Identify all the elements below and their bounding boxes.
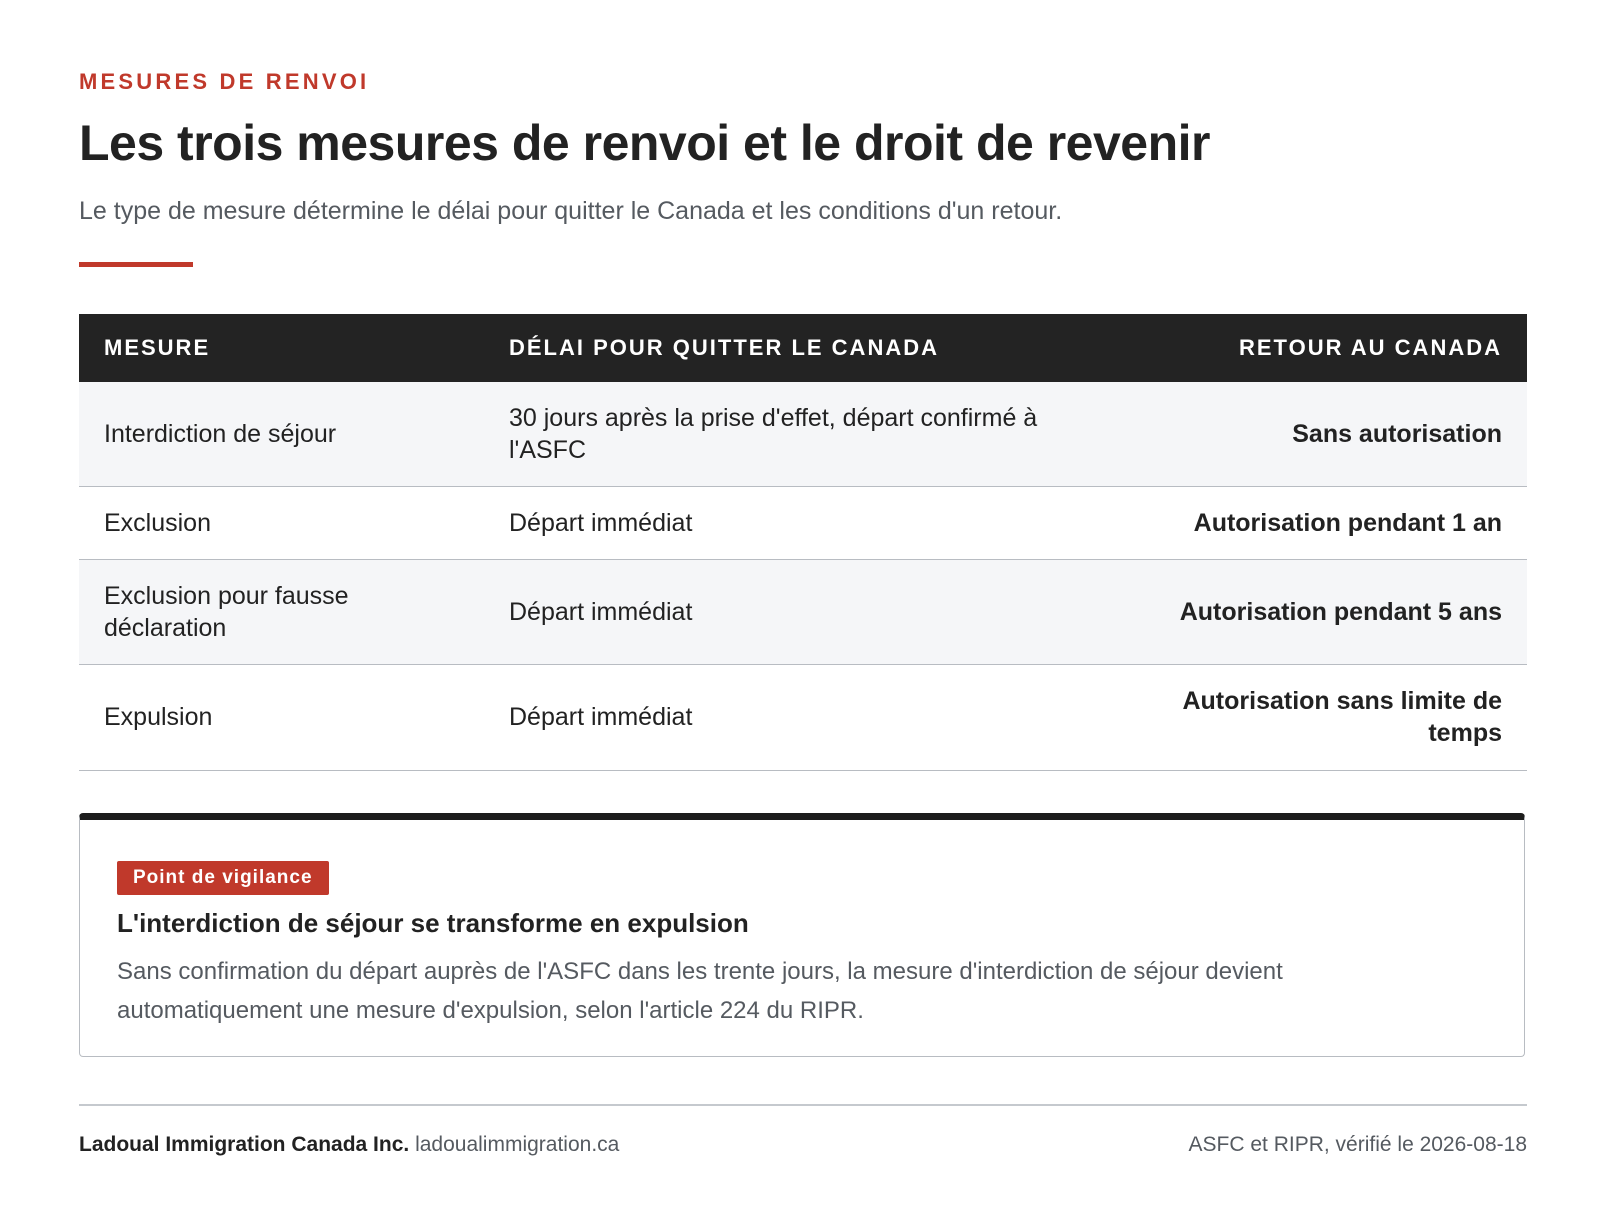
column-header-retour: RETOUR AU CANADA xyxy=(1239,335,1502,360)
cell-retour: Sans autorisation xyxy=(1044,382,1527,486)
page-subtitle: Le type de mesure détermine le délai pour quitter le Canada et les conditions d'un retour. xyxy=(79,197,1063,225)
cell-retour xyxy=(1044,664,1527,770)
cell-delai: Départ immédiat xyxy=(484,486,1044,559)
cell-retour: Autorisation pendant 5 ans xyxy=(1044,559,1527,664)
removal-measures-table xyxy=(79,314,1527,771)
cell-retour: Autorisation pendant 1 an xyxy=(1044,486,1527,559)
footer-website-link[interactable]: ladoualimmigration.ca xyxy=(415,1133,620,1156)
cell-delai: Départ immédiat xyxy=(484,559,1044,664)
table-row xyxy=(79,382,1527,486)
table-row xyxy=(79,559,1527,664)
cell-mesure: Expulsion xyxy=(79,664,484,770)
cell-delai: Départ immédiat xyxy=(484,664,1044,770)
cell-retour-text: Autorisation sans limite de temps xyxy=(1182,687,1502,747)
table-header-row xyxy=(79,314,1527,382)
cell-mesure xyxy=(79,559,484,664)
callout-title: L'interdiction de séjour se transforme en expulsion xyxy=(117,908,749,938)
footer-credit xyxy=(79,1133,619,1157)
column-header-delai: DÉLAI POUR QUITTER LE CANADA xyxy=(509,335,939,360)
column-header-mesure: MESURE xyxy=(104,335,211,360)
table-row xyxy=(79,664,1527,770)
page-title: Les trois mesures de renvoi et le droit de revenir xyxy=(79,115,1210,171)
cell-mesure-text: Exclusion pour fausse déclaration xyxy=(104,581,349,642)
footer-divider xyxy=(79,1104,1527,1106)
cell-mesure: Exclusion xyxy=(79,486,484,559)
vigilance-badge: Point de vigilance xyxy=(117,861,329,895)
accent-divider xyxy=(79,262,193,267)
cell-delai xyxy=(484,382,1044,486)
callout-body: Sans confirmation du départ auprès de l'ASFC dans les trente jours, la mesure d'interdiction de séjour devient automatiquement une mesure d'expulsion, selon l'article 224 du RIPR. xyxy=(117,958,1283,1024)
vigilance-callout xyxy=(79,813,1525,1057)
footer-brand: Ladoual Immigration Canada Inc. xyxy=(79,1133,410,1156)
table-row xyxy=(79,486,1527,559)
eyebrow-label: MESURES DE RENVOI xyxy=(79,69,370,94)
cell-mesure: Interdiction de séjour xyxy=(79,382,484,486)
footer-source: ASFC et RIPR, vérifié le 2026-08-18 xyxy=(1188,1133,1527,1156)
cell-delai-text: 30 jours après la prise d'effet, départ confirmé à l'ASFC xyxy=(509,403,1038,464)
